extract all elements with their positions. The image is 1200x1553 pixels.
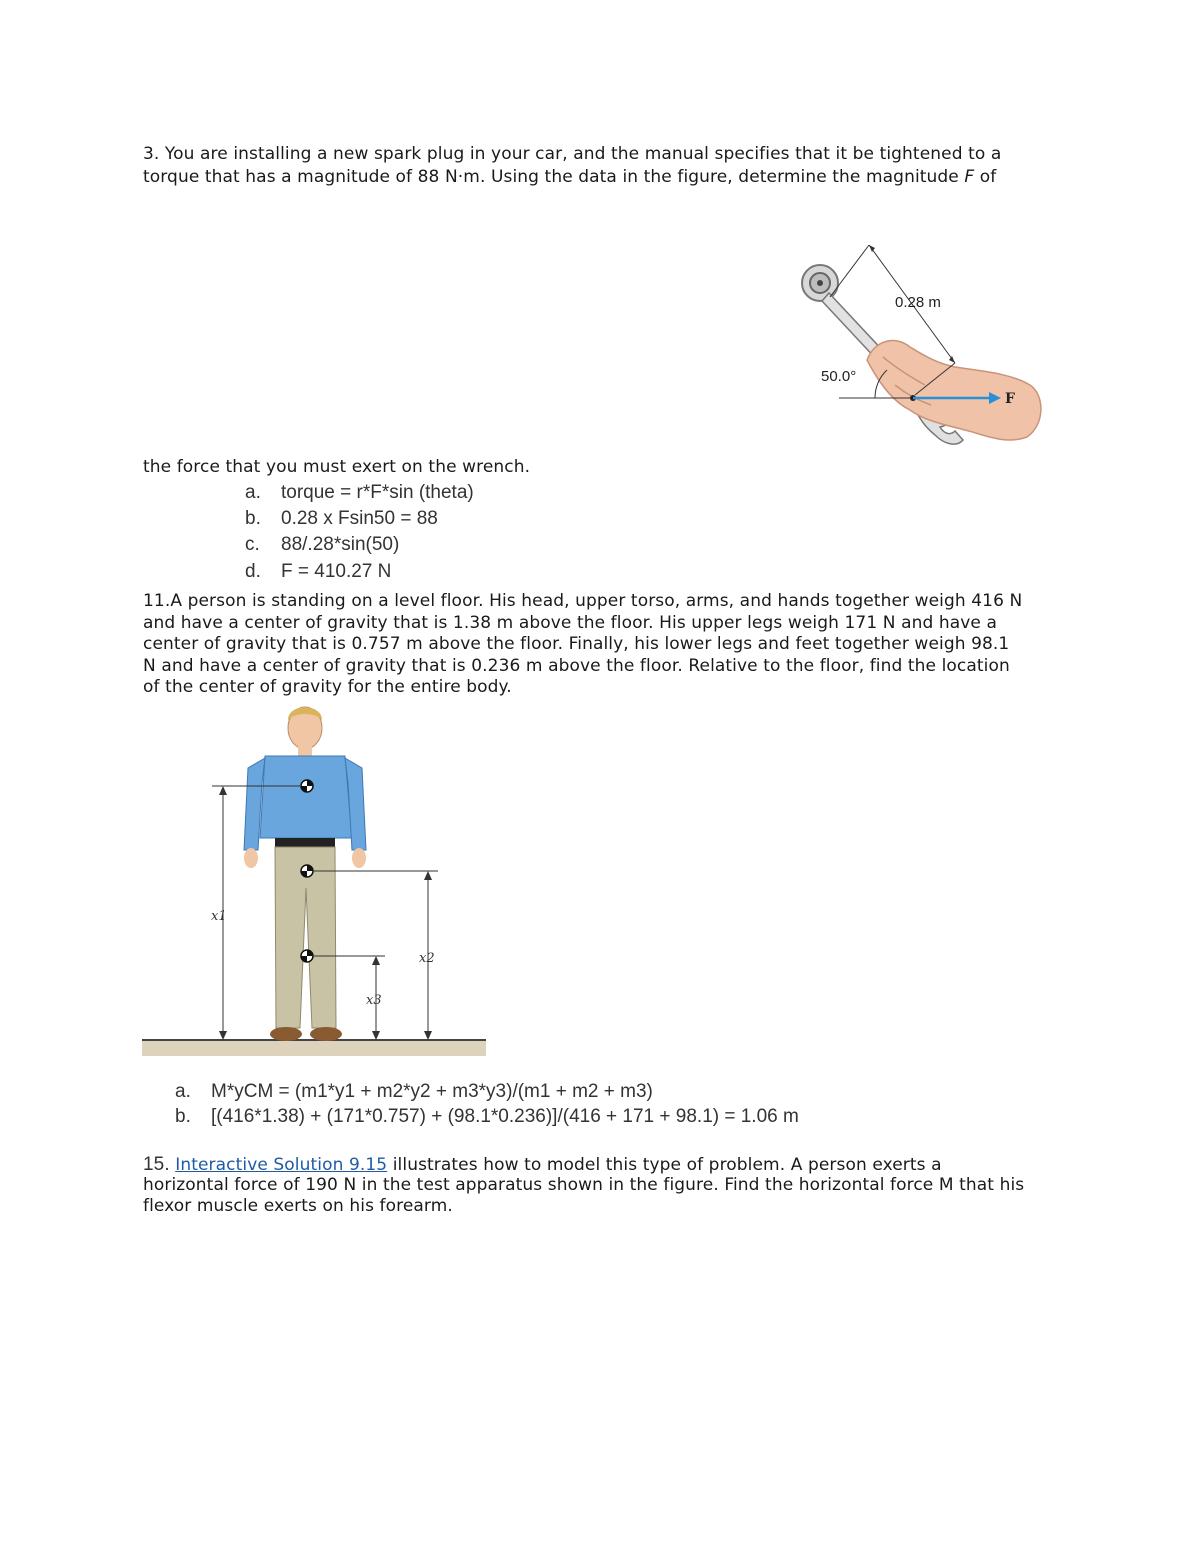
list-item: a. torque = r*F*sin (theta) xyxy=(245,482,474,503)
cg-marker-upper xyxy=(301,780,313,792)
wrench-figure xyxy=(795,235,1055,465)
cg-marker-lower xyxy=(301,950,313,962)
belt xyxy=(275,838,335,847)
problem11-line5: of the center of gravity for the entire body. xyxy=(143,677,512,697)
x3-label: x3 xyxy=(366,993,382,1008)
right-shoe xyxy=(310,1027,342,1041)
problem15-number: 15. xyxy=(143,1154,170,1175)
shirt xyxy=(260,756,352,838)
list-item: d. F = 410.27 N xyxy=(245,561,392,582)
list-item: a. M*yCM = (m1*y1 + m2*y2 + m3*y3)/(m1 + m2 + m3) xyxy=(175,1081,653,1102)
problem3-line2 xyxy=(143,166,996,188)
list-item: b. 0.28 x Fsin50 = 88 xyxy=(245,508,438,529)
problem11-line4: N and have a center of gravity that is 0.236 m above the floor. Relative to the floor, find the location xyxy=(143,656,1010,676)
person-figure xyxy=(140,698,490,1058)
problem15-line2: horizontal force of 190 N in the test apparatus shown in the figure. Find the horizontal force M that his xyxy=(143,1175,1025,1195)
right-hand xyxy=(352,848,366,868)
interactive-solution-link[interactable]: Interactive Solution 9.15 xyxy=(175,1155,388,1175)
problem11-line3: center of gravity that is 0.757 m above the floor. Finally, his lower legs and feet together weigh 98.1 xyxy=(143,634,1010,654)
force-variable: F xyxy=(964,167,975,187)
x1-label: x1 xyxy=(211,909,227,924)
list-item: c. 88/.28*sin(50) xyxy=(245,534,400,555)
problem15-line1-text: illustrates how to model this type of problem. A person exerts a xyxy=(387,1155,942,1175)
floor xyxy=(142,1040,486,1056)
list-item: b. [(416*1.38) + (171*0.757) + (98.1*0.236)]/(416 + 171 + 98.1) = 1.06 m xyxy=(175,1106,799,1127)
problem3-line3: the force that you must exert on the wrench. xyxy=(143,457,531,477)
problem11-line1: 11.A person is standing on a level floor. His head, upper torso, arms, and hands together weigh 416 N xyxy=(143,591,1023,611)
length-label: 0.28 m xyxy=(895,294,941,311)
problem11-line2: and have a center of gravity that is 1.38 m above the floor. His upper legs weigh 171 N and have a xyxy=(143,613,997,633)
left-shoe xyxy=(270,1027,302,1041)
problem3-line2-tail: of xyxy=(974,167,997,187)
problem3-line1: 3. You are installing a new spark plug in your car, and the manual specifies that it be tightened to a xyxy=(143,144,1002,164)
problem15-line3: flexor muscle exerts on his forearm. xyxy=(143,1196,453,1216)
x2-label: x2 xyxy=(419,951,435,966)
force-label: F xyxy=(1005,391,1015,407)
problem3-line2-text: torque that has a magnitude of 88 N·m. Using the data in the figure, determine the magnitude xyxy=(143,167,965,187)
cg-marker-middle xyxy=(301,865,313,877)
left-hand xyxy=(244,848,258,868)
angle-label: 50.0° xyxy=(821,368,857,385)
